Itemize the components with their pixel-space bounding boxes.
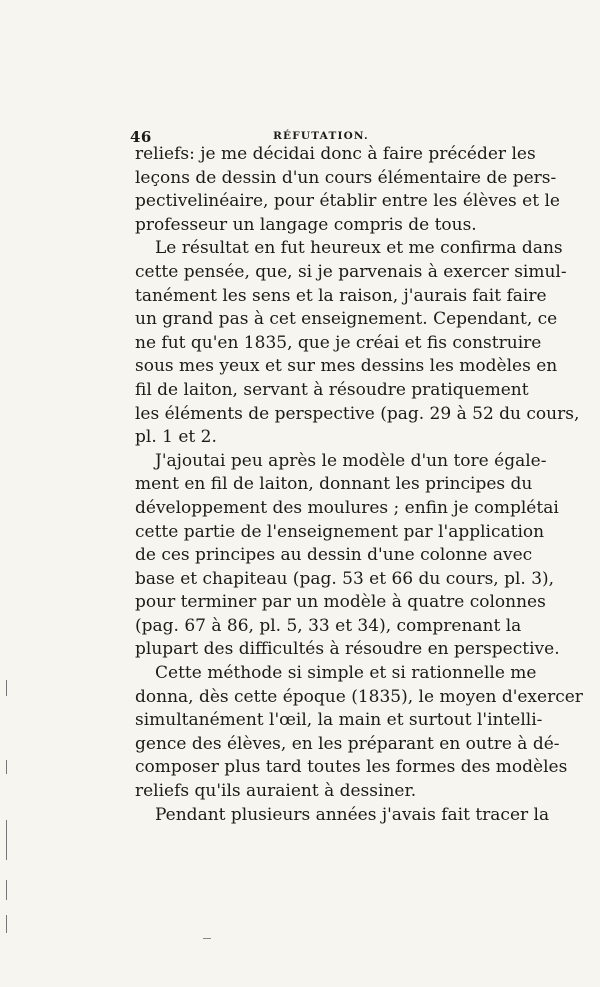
text-line: pl. 1 et 2. bbox=[135, 427, 217, 448]
text-line: simultanément l'œil, la main et surtout l'intelli- bbox=[135, 710, 543, 731]
text-line: J'ajoutai peu après le modèle d'un tore égale- bbox=[155, 450, 547, 471]
text-line: Le résultat en fut heureux et me confirma dans bbox=[155, 238, 563, 259]
page-number: 46 bbox=[130, 128, 152, 146]
text-line: pectivelinéaire, pour établir entre les élèves et le bbox=[135, 191, 560, 212]
text-line: un grand pas à cet enseignement. Cependant, ce bbox=[135, 309, 558, 330]
text-line: gence des élèves, en les préparant en outre à dé- bbox=[135, 733, 560, 754]
scan-mark bbox=[6, 880, 7, 900]
text-line: pour terminer par un modèle à quatre colonnes bbox=[135, 592, 546, 613]
text-line: composer plus tard toutes les formes des modèles bbox=[135, 757, 568, 778]
text-line: cette pensée, que, si je parvenais à exercer simul- bbox=[135, 261, 567, 282]
text-line: Cette méthode si simple et si rationnelle me bbox=[155, 663, 537, 684]
text-line: base et chapiteau (pag. 53 et 66 du cours, pl. 3), bbox=[135, 568, 555, 589]
text-line: plupart des difficultés à résoudre en perspective. bbox=[135, 639, 560, 660]
text-line: leçons de dessin d'un cours élémentaire de pers- bbox=[135, 167, 557, 188]
text-line: professeur un langage compris de tous. bbox=[135, 214, 477, 235]
text-line: reliefs: je me décidai donc à faire précéder les bbox=[135, 144, 536, 164]
body-text bbox=[135, 143, 583, 827]
text-line: développement des moulures ; enfin je complétai bbox=[135, 497, 559, 518]
text-line: ne fut qu'en 1835, que je créai et fis construire bbox=[135, 332, 542, 353]
text-line: (pag. 67 à 86, pl. 5, 33 et 34), comprenant la bbox=[135, 615, 522, 636]
text-line: donna, dès cette époque (1835), le moyen d'exercer bbox=[135, 686, 583, 707]
text-line: reliefs qu'ils auraient à dessiner. bbox=[135, 781, 417, 802]
running-title: RÉFUTATION. bbox=[273, 130, 369, 142]
text-line: cette partie de l'enseignement par l'application bbox=[135, 521, 545, 542]
text-line: tanément les sens et la raison, j'aurais fait faire bbox=[135, 285, 547, 306]
scan-mark bbox=[6, 820, 7, 860]
text-line: de ces principes au dessin d'une colonne avec bbox=[135, 545, 533, 566]
text-line: les éléments de perspective (pag. 29 à 52 du cours, bbox=[135, 403, 580, 424]
scan-mark bbox=[6, 915, 7, 933]
text-line: sous mes yeux et sur mes dessins les modèles en bbox=[135, 356, 558, 377]
text-line: fil de laiton, servant à résoudre pratiquement bbox=[135, 379, 529, 400]
text-line: Pendant plusieurs années j'avais fait tracer la bbox=[155, 804, 550, 825]
scan-mark bbox=[6, 680, 7, 696]
text-line: ment en fil de laiton, donnant les principes du bbox=[135, 474, 533, 495]
scan-mark bbox=[203, 938, 211, 939]
scan-mark bbox=[6, 760, 7, 774]
